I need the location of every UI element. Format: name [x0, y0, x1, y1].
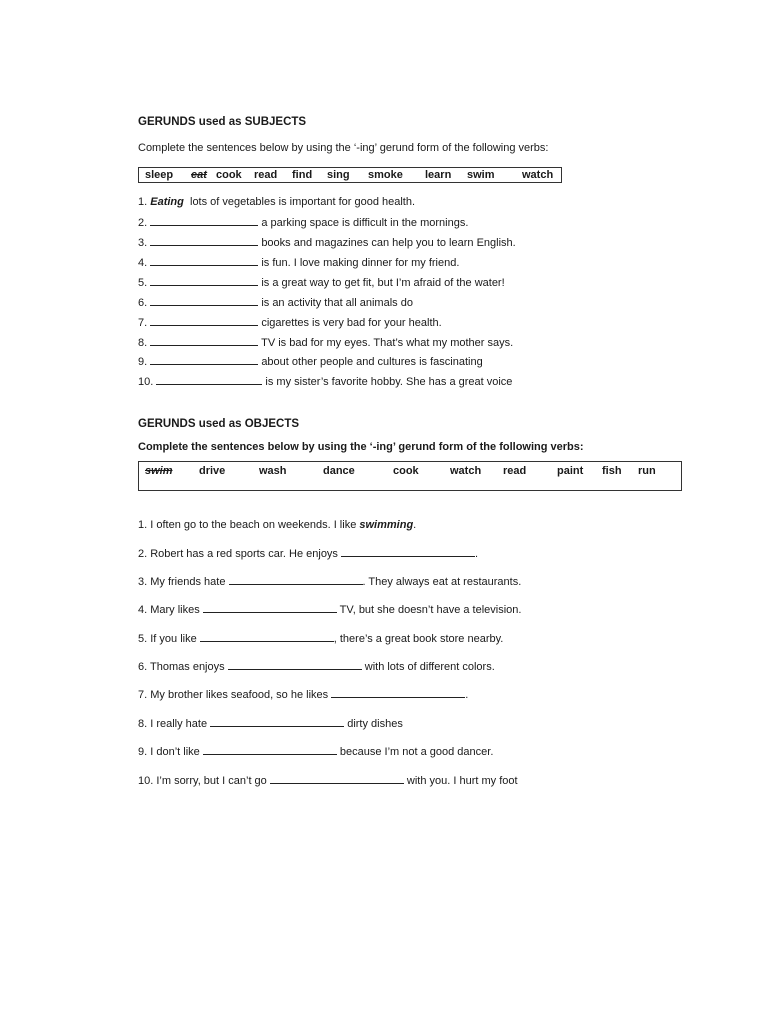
- item-text-end: .: [465, 689, 469, 701]
- item-text-end: , there’s a great book store nearby.: [333, 633, 504, 645]
- s1-item-1: [138, 196, 415, 208]
- item-text: is fun. I love making dinner for my friend.: [261, 257, 460, 269]
- verb-watch: watch: [522, 169, 554, 181]
- answer-blank[interactable]: [156, 375, 262, 385]
- s2-item-5: [138, 632, 503, 645]
- answer-blank[interactable]: [150, 336, 258, 346]
- s1-item-2: [138, 216, 468, 229]
- verb-learn: learn: [425, 169, 452, 181]
- item-number: 3.: [138, 237, 148, 249]
- item-text-end: dirty dishes: [344, 718, 403, 730]
- s1-item-8: [138, 336, 513, 349]
- verb-paint: paint: [557, 465, 584, 477]
- answer-blank[interactable]: [150, 276, 258, 286]
- verb-wash: wash: [259, 465, 287, 477]
- item-text: 6. Thomas enjoys: [138, 661, 228, 673]
- s1-item-9: [138, 355, 483, 368]
- item-number: 2.: [138, 217, 148, 229]
- s1-item-10: [138, 375, 512, 388]
- s2-item-1: [138, 519, 416, 531]
- answer-blank[interactable]: [270, 774, 404, 784]
- item-number: 4.: [138, 257, 148, 269]
- verb-cook: cook: [393, 465, 419, 477]
- s1-item-7: [138, 316, 442, 329]
- verb-smoke: smoke: [368, 169, 403, 181]
- item-text: 9. I don’t like: [138, 746, 203, 758]
- s1-item-6: [138, 296, 413, 309]
- item-text: is my sister’s favorite hobby. She has a great voice: [265, 376, 513, 388]
- item-text: TV is bad for my eyes. That’s what my mother says.: [261, 337, 514, 349]
- item-text-end: . They always eat at restaurants.: [362, 576, 522, 588]
- verb-swim: swim: [467, 169, 495, 181]
- answer-blank[interactable]: [150, 316, 258, 326]
- item-text: is a great way to get fit, but I’m afraid of the water!: [261, 277, 505, 289]
- section2-instruction: Complete the sentences below by using the ‘-ing’ gerund form of the following verbs:: [138, 441, 584, 453]
- example-answer: swimming: [359, 519, 414, 531]
- item-number: 1.: [138, 196, 148, 208]
- item-number: 7.: [138, 317, 148, 329]
- item-text-end: .: [475, 548, 479, 560]
- s2-item-6: [138, 660, 495, 673]
- answer-blank[interactable]: [200, 632, 334, 642]
- answer-blank[interactable]: [331, 688, 465, 698]
- item-text: 4. Mary likes: [138, 604, 203, 616]
- section1-verb-box: [138, 167, 562, 183]
- s2-item-7: [138, 688, 468, 701]
- s2-item-2: [138, 547, 478, 560]
- answer-blank[interactable]: [150, 355, 258, 365]
- verb-watch: watch: [450, 465, 482, 477]
- s1-item-3: [138, 236, 516, 249]
- item-text: lots of vegetables is important for good health.: [190, 196, 416, 208]
- item-text: cigarettes is very bad for your health.: [261, 317, 442, 329]
- item-number: 8.: [138, 337, 148, 349]
- verb-run: run: [638, 465, 656, 477]
- item-text: 1. I often go to the beach on weekends. I like: [138, 519, 360, 531]
- answer-blank[interactable]: [150, 236, 258, 246]
- answer-blank[interactable]: [341, 547, 475, 557]
- item-text: 8. I really hate: [138, 718, 211, 730]
- item-text: 10. I’m sorry, but I can’t go: [138, 775, 270, 787]
- item-number: 10.: [138, 376, 154, 388]
- answer-blank[interactable]: [203, 745, 337, 755]
- s2-item-9: [138, 745, 493, 758]
- answer-blank[interactable]: [150, 216, 258, 226]
- section1-instruction: Complete the sentences below by using the ‘-ing’ gerund form of the following verbs:: [138, 142, 549, 154]
- example-answer: Eating: [150, 196, 184, 208]
- item-text: 5. If you like: [138, 633, 200, 645]
- item-text: books and magazines can help you to learn English.: [261, 237, 516, 249]
- s2-item-4: [138, 603, 521, 616]
- verb-drive: drive: [199, 465, 226, 477]
- item-text-end: with you. I hurt my foot: [403, 775, 518, 787]
- s1-item-4: [138, 256, 459, 269]
- section2-heading: GERUNDS used as OBJECTS: [138, 418, 300, 430]
- item-text: a parking space is difficult in the mornings.: [261, 217, 469, 229]
- s2-item-8: [138, 717, 403, 730]
- answer-blank[interactable]: [229, 575, 363, 585]
- s2-item-3: [138, 575, 521, 588]
- item-text: 3. My friends hate: [138, 576, 229, 588]
- verb-read: read: [254, 169, 278, 181]
- verb-swim-struck: swim: [145, 465, 173, 477]
- verb-read: read: [503, 465, 527, 477]
- item-number: 5.: [138, 277, 148, 289]
- answer-blank[interactable]: [210, 717, 344, 727]
- item-number: 9.: [138, 356, 148, 368]
- s1-item-5: [138, 276, 505, 289]
- item-text-end: with lots of different colors.: [361, 661, 495, 673]
- verb-find: find: [292, 169, 313, 181]
- item-text-end: because I’m not a good dancer.: [336, 746, 494, 758]
- s2-item-10: [138, 774, 518, 787]
- item-text-end: TV, but she doesn’t have a television.: [336, 604, 522, 616]
- verb-sleep: sleep: [145, 169, 174, 181]
- section2-verb-box: [138, 461, 682, 491]
- answer-blank[interactable]: [203, 603, 337, 613]
- section1-heading: GERUNDS used as SUBJECTS: [138, 116, 307, 128]
- item-number: 6.: [138, 297, 148, 309]
- item-text-end: .: [413, 519, 417, 531]
- verb-sing: sing: [327, 169, 350, 181]
- answer-blank[interactable]: [228, 660, 362, 670]
- item-text: 2. Robert has a red sports car. He enjoys: [138, 548, 341, 560]
- verb-fish: fish: [602, 465, 622, 477]
- item-text: about other people and cultures is fascinating: [261, 356, 483, 368]
- answer-blank[interactable]: [150, 296, 258, 306]
- item-text: 7. My brother likes seafood, so he likes: [138, 689, 332, 701]
- verb-eat-struck: eat: [191, 169, 207, 181]
- verb-cook: cook: [216, 169, 242, 181]
- verb-dance: dance: [323, 465, 355, 477]
- answer-blank[interactable]: [150, 256, 258, 266]
- item-text: is an activity that all animals do: [261, 297, 413, 309]
